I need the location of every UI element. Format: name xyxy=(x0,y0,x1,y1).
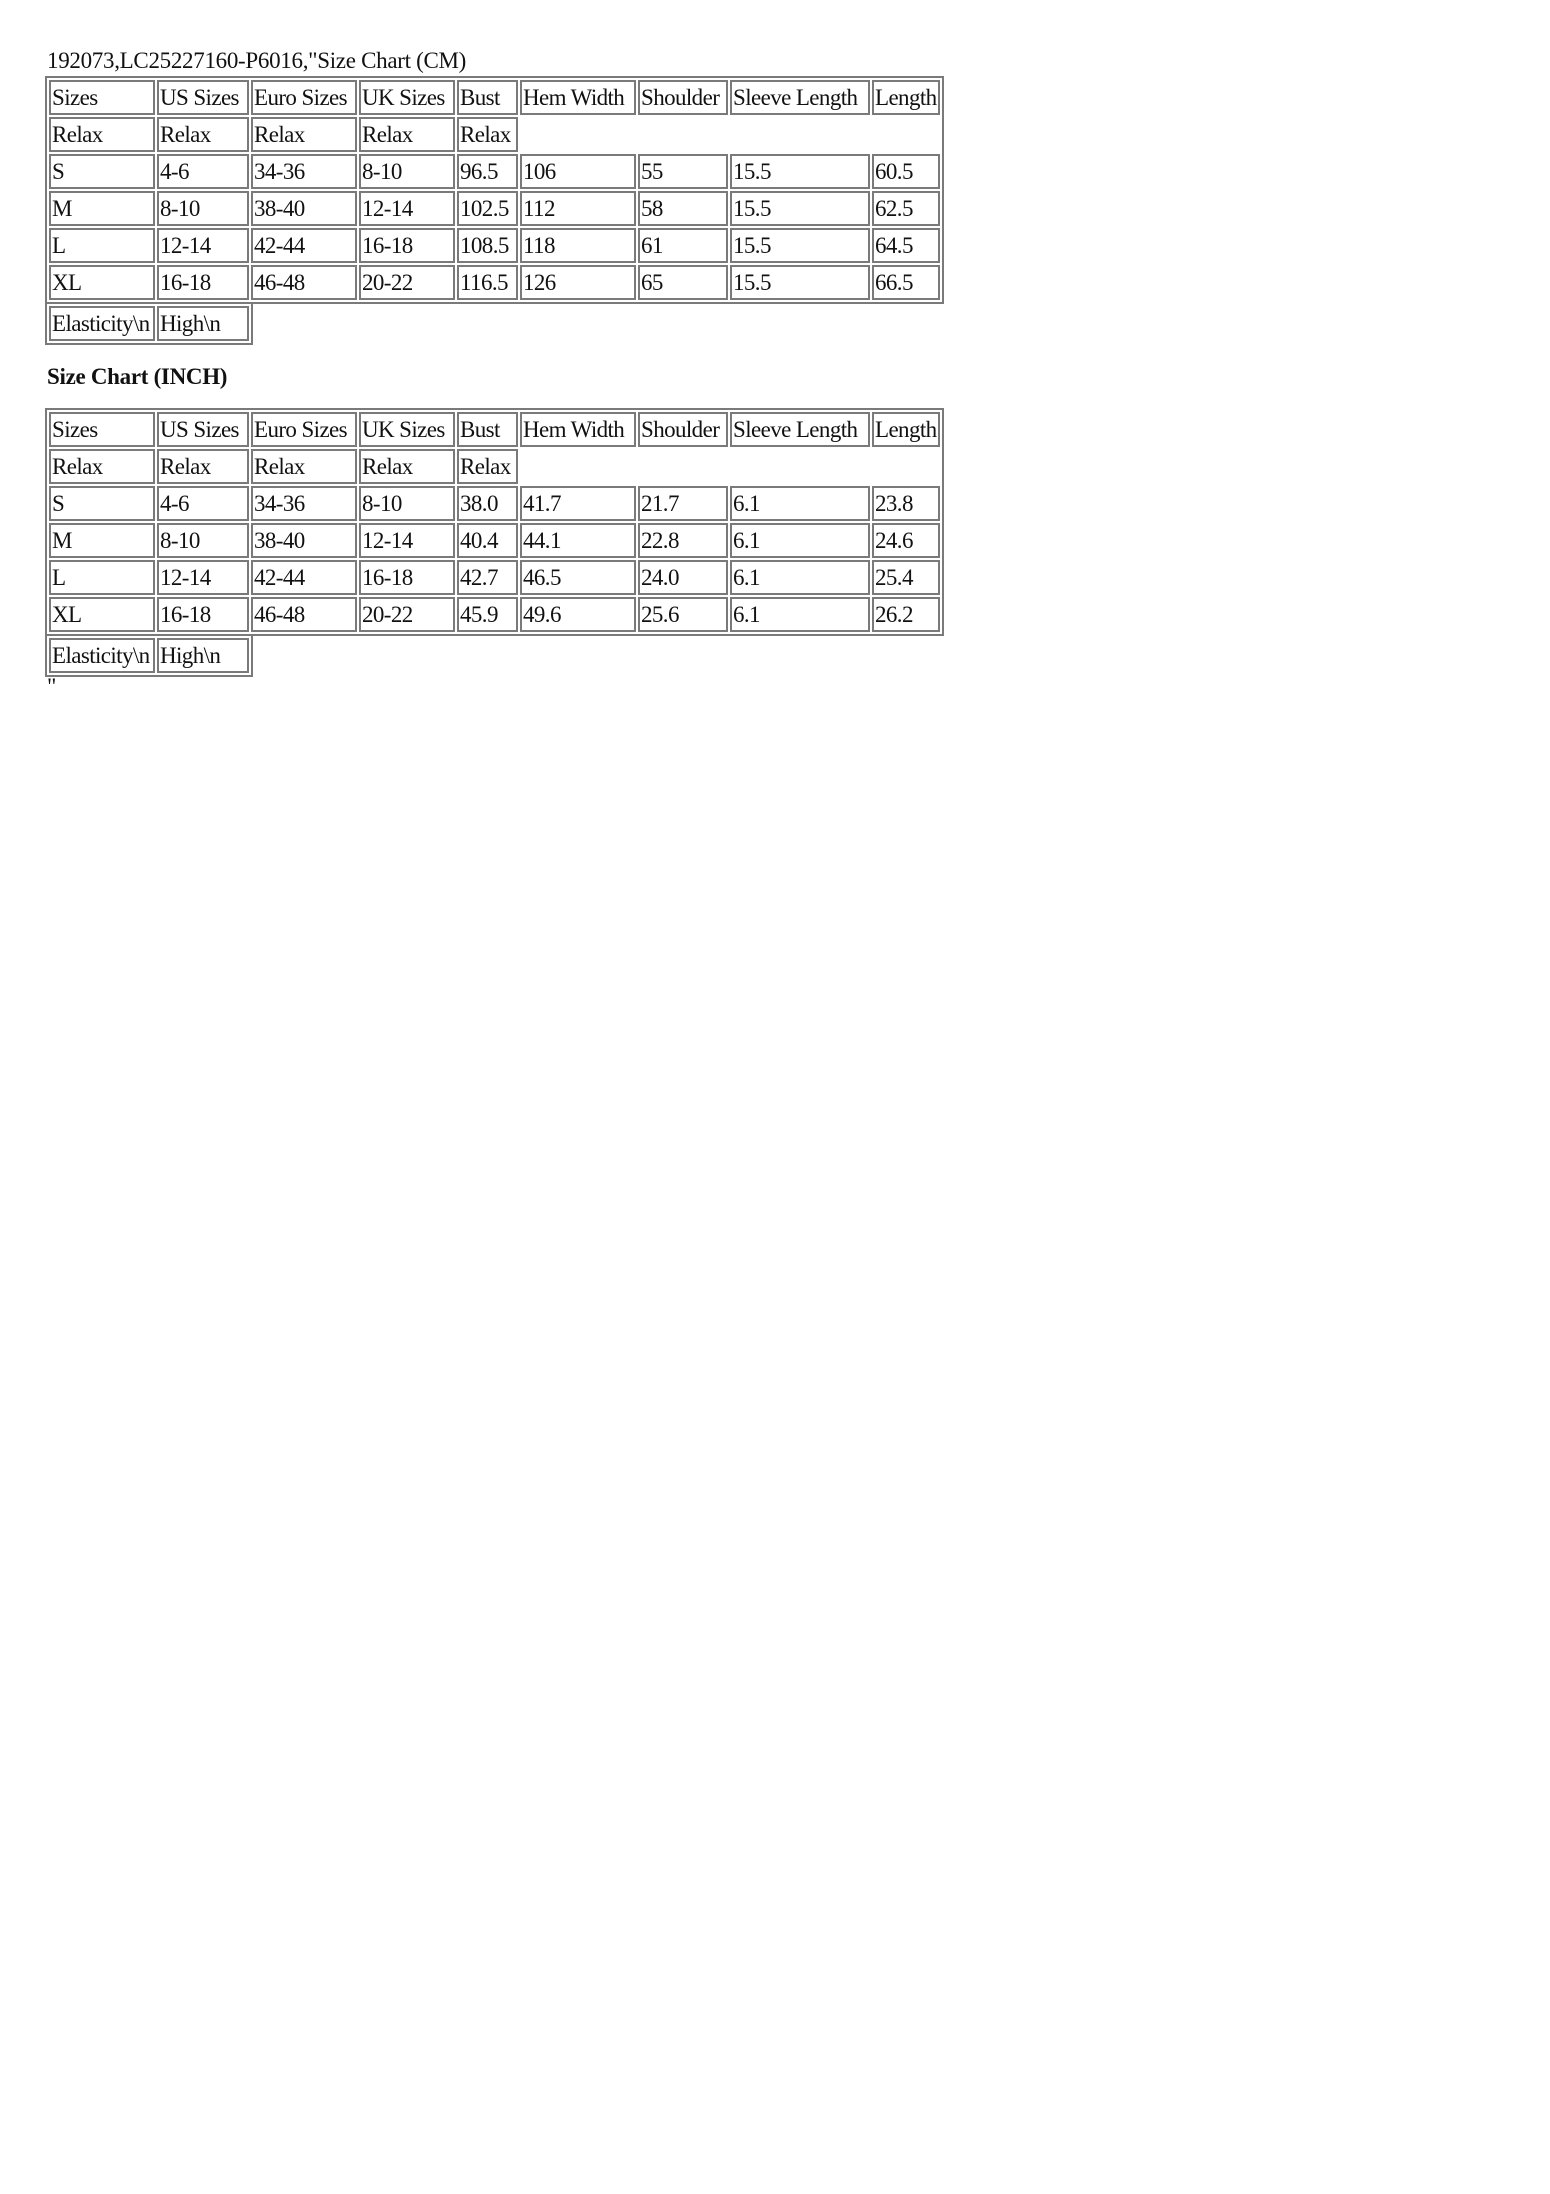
document-page xyxy=(47,46,944,697)
table-cell: 21.7 xyxy=(638,486,728,521)
table-cell: 66.5 xyxy=(872,265,940,300)
table-cell: 16-18 xyxy=(359,560,455,595)
table-row xyxy=(49,597,940,632)
table-cell: 38.0 xyxy=(457,486,518,521)
table-row xyxy=(49,560,940,595)
table-cell: 96.5 xyxy=(457,154,518,189)
table-cell: 108.5 xyxy=(457,228,518,263)
relax-cell: Relax xyxy=(49,117,155,152)
table-cell: 45.9 xyxy=(457,597,518,632)
table-cell: 8-10 xyxy=(157,523,249,558)
table-cell: 116.5 xyxy=(457,265,518,300)
elasticity-value: High\n xyxy=(157,306,249,341)
header-cell: Sizes xyxy=(49,412,155,447)
table-cell: 6.1 xyxy=(730,523,870,558)
table-cell: 23.8 xyxy=(872,486,940,521)
relax-cell: Relax xyxy=(49,449,155,484)
relax-cell: Relax xyxy=(359,449,455,484)
elasticity-label: Elasticity\n xyxy=(49,306,155,341)
header-cell: Euro Sizes xyxy=(251,412,357,447)
header-cell: Shoulder xyxy=(638,80,728,115)
table-cell: 22.8 xyxy=(638,523,728,558)
header-cell: Bust xyxy=(457,80,518,115)
table-cell: 24.6 xyxy=(872,523,940,558)
table-cell: 34-36 xyxy=(251,154,357,189)
table-cell: M xyxy=(49,191,155,226)
elasticity-value: High\n xyxy=(157,638,249,673)
table-cell: 106 xyxy=(520,154,636,189)
table-row xyxy=(49,191,940,226)
table-cell: XL xyxy=(49,597,155,632)
header-cell: US Sizes xyxy=(157,412,249,447)
table-cell: 16-18 xyxy=(157,597,249,632)
table-cell: 26.2 xyxy=(872,597,940,632)
table-cell: 64.5 xyxy=(872,228,940,263)
table-cell: 112 xyxy=(520,191,636,226)
relax-row xyxy=(49,117,940,152)
table-cell: 41.7 xyxy=(520,486,636,521)
table-cell: 38-40 xyxy=(251,523,357,558)
header-cell: Length xyxy=(872,80,940,115)
header-cell: Shoulder xyxy=(638,412,728,447)
header-cell: Length xyxy=(872,412,940,447)
relax-cell: Relax xyxy=(457,117,518,152)
table-cell: 46-48 xyxy=(251,597,357,632)
elasticity-table-inch xyxy=(45,634,253,677)
relax-cell: Relax xyxy=(457,449,518,484)
table-cell: 12-14 xyxy=(157,228,249,263)
relax-cell: Relax xyxy=(157,449,249,484)
table-cell: 15.5 xyxy=(730,228,870,263)
table-cell: 15.5 xyxy=(730,265,870,300)
table-cell: S xyxy=(49,154,155,189)
table-cell: 15.5 xyxy=(730,191,870,226)
relax-cell: Relax xyxy=(157,117,249,152)
table-cell: 60.5 xyxy=(872,154,940,189)
table-cell: 126 xyxy=(520,265,636,300)
table-cell: 6.1 xyxy=(730,486,870,521)
table-cell: 65 xyxy=(638,265,728,300)
header-cell: UK Sizes xyxy=(359,80,455,115)
table-cell: L xyxy=(49,560,155,595)
table-cell: 6.1 xyxy=(730,597,870,632)
table-cell: 46.5 xyxy=(520,560,636,595)
empty-cell xyxy=(520,449,940,484)
table-cell: 8-10 xyxy=(359,154,455,189)
elasticity-table-cm xyxy=(45,302,253,345)
relax-cell: Relax xyxy=(251,449,357,484)
table-cell: 25.6 xyxy=(638,597,728,632)
relax-cell: Relax xyxy=(251,117,357,152)
table-cell: 55 xyxy=(638,154,728,189)
table-cell: 6.1 xyxy=(730,560,870,595)
header-cell: US Sizes xyxy=(157,80,249,115)
size-chart-inch-table xyxy=(45,408,944,636)
header-cell: Euro Sizes xyxy=(251,80,357,115)
header-cell: Sizes xyxy=(49,80,155,115)
table-cell: 12-14 xyxy=(359,191,455,226)
table-cell: 16-18 xyxy=(157,265,249,300)
table-header-row xyxy=(49,412,940,447)
table-row xyxy=(49,228,940,263)
size-chart-cm-table xyxy=(45,76,944,304)
table-cell: 118 xyxy=(520,228,636,263)
table-row xyxy=(49,486,940,521)
table-cell: 62.5 xyxy=(872,191,940,226)
table-row xyxy=(49,523,940,558)
table-cell: 16-18 xyxy=(359,228,455,263)
table-cell: 38-40 xyxy=(251,191,357,226)
table-cell: XL xyxy=(49,265,155,300)
table-cell: M xyxy=(49,523,155,558)
table-cell: 49.6 xyxy=(520,597,636,632)
table-cell: 102.5 xyxy=(457,191,518,226)
section-title-inch: Size Chart (INCH) xyxy=(47,364,228,389)
table-cell: 40.4 xyxy=(457,523,518,558)
table-cell: 42-44 xyxy=(251,560,357,595)
header-cell: Hem Width xyxy=(520,80,636,115)
table-header-row xyxy=(49,80,940,115)
elasticity-row xyxy=(49,306,249,341)
table-cell: 58 xyxy=(638,191,728,226)
table-cell: 34-36 xyxy=(251,486,357,521)
table-cell: 20-22 xyxy=(359,597,455,632)
empty-cell xyxy=(520,117,940,152)
header-cell: Sleeve Length xyxy=(730,412,870,447)
table-cell: 20-22 xyxy=(359,265,455,300)
table-cell: 8-10 xyxy=(359,486,455,521)
table-cell: 42.7 xyxy=(457,560,518,595)
table-cell: 4-6 xyxy=(157,154,249,189)
table-cell: 24.0 xyxy=(638,560,728,595)
elasticity-label: Elasticity\n xyxy=(49,638,155,673)
table-cell: 12-14 xyxy=(359,523,455,558)
table-row xyxy=(49,265,940,300)
table-cell: 46-48 xyxy=(251,265,357,300)
table-cell: 8-10 xyxy=(157,191,249,226)
header-cell: UK Sizes xyxy=(359,412,455,447)
table-cell: S xyxy=(49,486,155,521)
header-cell: Bust xyxy=(457,412,518,447)
relax-cell: Relax xyxy=(359,117,455,152)
table-cell: 25.4 xyxy=(872,560,940,595)
table-row xyxy=(49,154,940,189)
table-cell: 42-44 xyxy=(251,228,357,263)
relax-row xyxy=(49,449,940,484)
table-cell: 61 xyxy=(638,228,728,263)
elasticity-row xyxy=(49,638,249,673)
header-line: 192073,LC25227160-P6016,"Size Chart (CM) xyxy=(47,48,467,73)
table-cell: 44.1 xyxy=(520,523,636,558)
header-cell: Sleeve Length xyxy=(730,80,870,115)
table-cell: 12-14 xyxy=(157,560,249,595)
table-cell: 4-6 xyxy=(157,486,249,521)
table-cell: 15.5 xyxy=(730,154,870,189)
header-cell: Hem Width xyxy=(520,412,636,447)
trailing-quote: " xyxy=(47,674,57,699)
table-cell: L xyxy=(49,228,155,263)
